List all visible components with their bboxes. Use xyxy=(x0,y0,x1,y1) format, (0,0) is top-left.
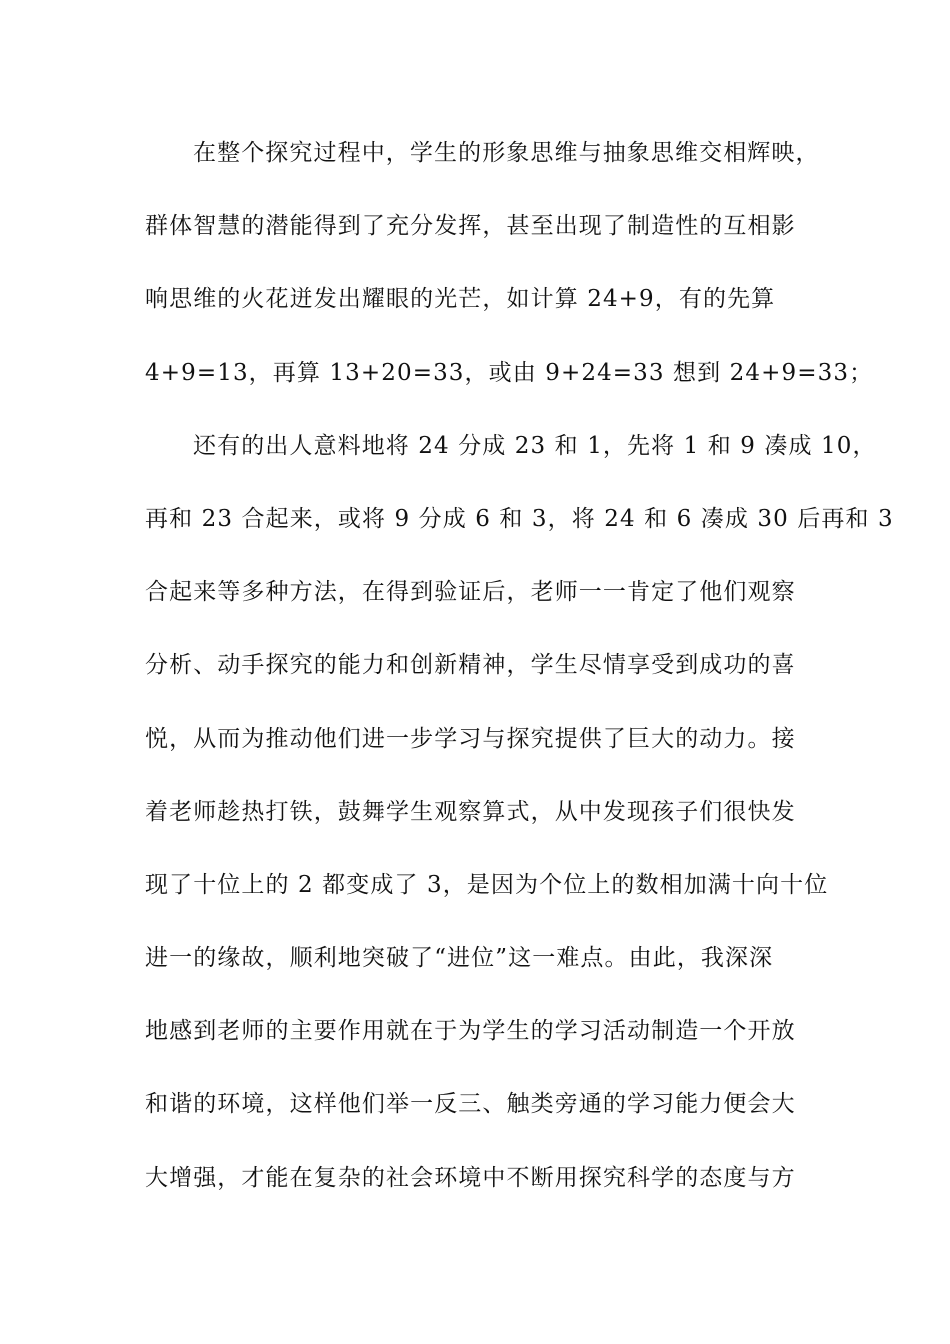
text-line: 响思维的火花迸发出耀眼的光芒，如计算 24+9，有的先算 xyxy=(145,286,776,313)
text-line: 4+9=13，再算 13+20=33，或由 9+24=33 想到 24+9=33； xyxy=(145,359,874,386)
text-line: 在整个探究过程中，学生的形象思维与抽象思维交相辉映， xyxy=(193,140,820,166)
text-line: 群体智慧的潜能得到了充分发挥，甚至出现了制造性的互相影 xyxy=(145,213,796,240)
text-line: 悦，从而为推动他们进一步学习与探究提供了巨大的动力。接 xyxy=(145,725,796,752)
text-line: 还有的出人意料地将 24 分成 23 和 1，先将 1 和 9 凑成 10， xyxy=(193,432,877,459)
text-line: 现了十位上的 2 都变成了 3，是因为个位上的数相加满十向十位 xyxy=(145,871,829,898)
text-line: 地感到老师的主要作用就在于为学生的学习活动制造一个开放 xyxy=(145,1018,796,1045)
paragraph-2 xyxy=(145,421,894,1226)
text-line: 再和 23 合起来，或将 9 分成 6 和 3，将 24 和 6 凑成 30 后再和 3 xyxy=(145,505,894,532)
text-line: 和谐的环境，这样他们举一反三、触类旁通的学习能力便会大 xyxy=(145,1091,796,1118)
text-line: 进一的缘故，顺利地突破了“进位”这一难点。由此，我深深 xyxy=(145,945,774,972)
paragraph-1 xyxy=(145,128,874,421)
text-line: 着老师趁热打铁，鼓舞学生观察算式，从中发现孩子们很快发 xyxy=(145,798,796,825)
text-line: 大增强，才能在复杂的社会环境中不断用探究科学的态度与方 xyxy=(145,1164,796,1191)
text-line: 合起来等多种方法，在得到验证后，老师一一肯定了他们观察 xyxy=(145,579,796,606)
document-body xyxy=(145,128,894,1226)
text-line: 分析、动手探究的能力和创新精神，学生尽情享受到成功的喜 xyxy=(145,652,796,679)
